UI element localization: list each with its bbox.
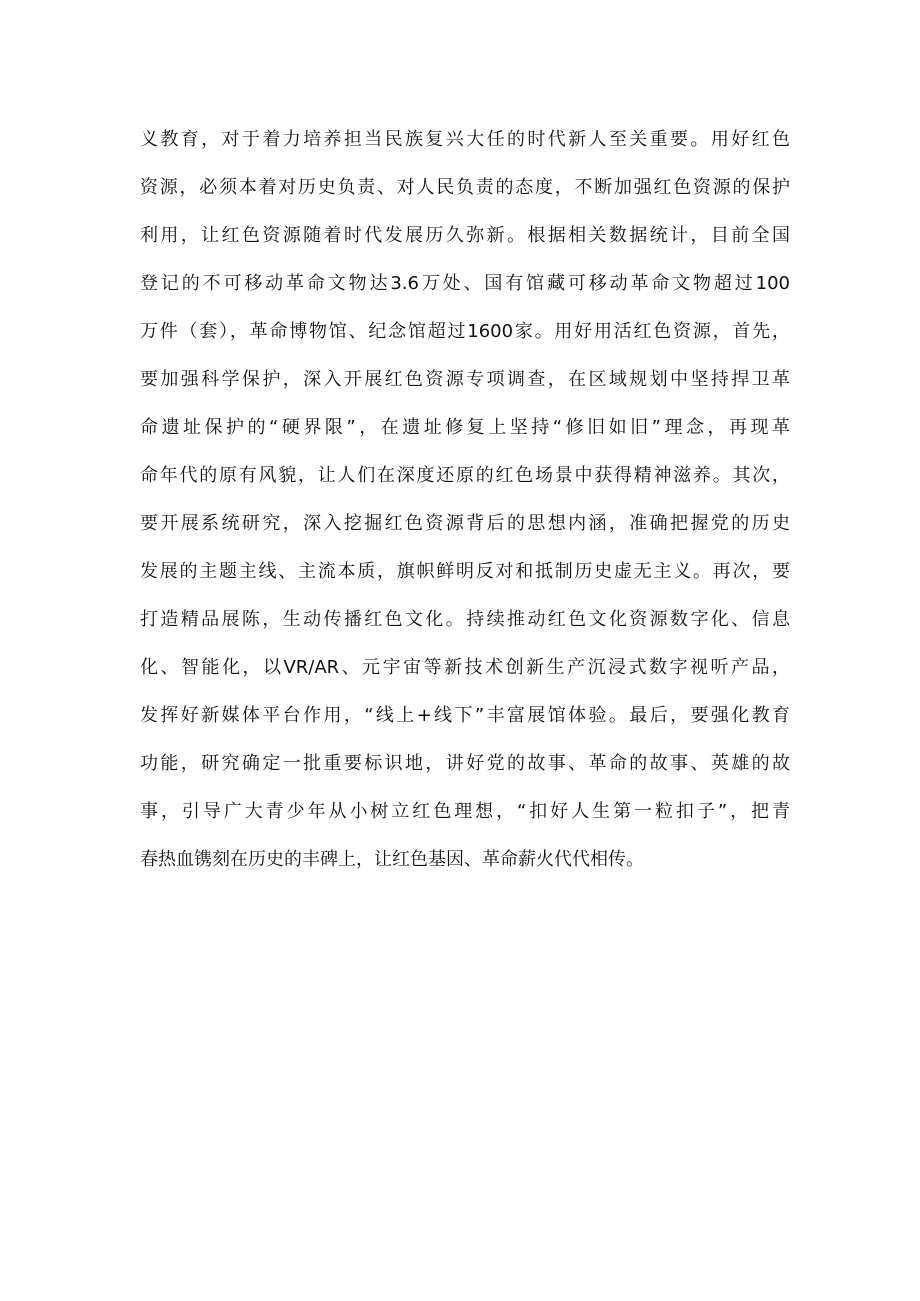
paragraph-line-12: 化、智能化，以VR/AR、元宇宙等新技术创新生产沉浸式数字视听产品， bbox=[140, 657, 790, 678]
paragraph-line-1: 义教育，对于着力培养担当民族复兴大任的时代新人至关重要。用好红色 bbox=[140, 129, 790, 150]
paragraph-line-10: 发展的主题主线、主流本质，旗帜鲜明反对和抵制历史虚无主义。再次，要 bbox=[140, 561, 790, 582]
paragraph-line-9: 要开展系统研究，深入挖掘红色资源背后的思想内涵，准确把握党的历史 bbox=[140, 513, 790, 534]
paragraph-line-6: 要加强科学保护，深入开展红色资源专项调查，在区域规划中坚持捍卫革 bbox=[140, 369, 790, 390]
paragraph-line-3: 利用，让红色资源随着时代发展历久弥新。根据相关数据统计，目前全国 bbox=[140, 225, 790, 246]
body-paragraph bbox=[140, 116, 790, 884]
paragraph-line-16: 春热血镌刻在历史的丰碑上，让红色基因、革命薪火代代相传。 bbox=[140, 849, 644, 870]
paragraph-line-11: 打造精品展陈，生动传播红色文化。持续推动红色文化资源数字化、信息 bbox=[140, 609, 790, 630]
paragraph-line-13: 发挥好新媒体平台作用，“线上+线下”丰富展馆体验。最后，要强化教育 bbox=[140, 705, 790, 726]
paragraph-line-15: 事，引导广大青少年从小树立红色理想，“扣好人生第一粒扣子”，把青 bbox=[140, 801, 790, 822]
paragraph-line-2: 资源，必须本着对历史负责、对人民负责的态度，不断加强红色资源的保护 bbox=[140, 177, 790, 198]
paragraph-line-8: 命年代的原有风貌，让人们在深度还原的红色场景中获得精神滋养。其次， bbox=[140, 465, 790, 486]
paragraph-line-4: 登记的不可移动革命文物达3.6万处、国有馆藏可移动革命文物超过100 bbox=[140, 273, 790, 294]
paragraph-line-14: 功能，研究确定一批重要标识地，讲好党的故事、革命的故事、英雄的故 bbox=[140, 753, 790, 774]
paragraph-line-5: 万件（套），革命博物馆、纪念馆超过1600家。用好用活红色资源，首先， bbox=[140, 321, 790, 342]
paragraph-line-7: 命遗址保护的“硬界限”，在遗址修复上坚持“修旧如旧”理念，再现革 bbox=[140, 417, 790, 438]
